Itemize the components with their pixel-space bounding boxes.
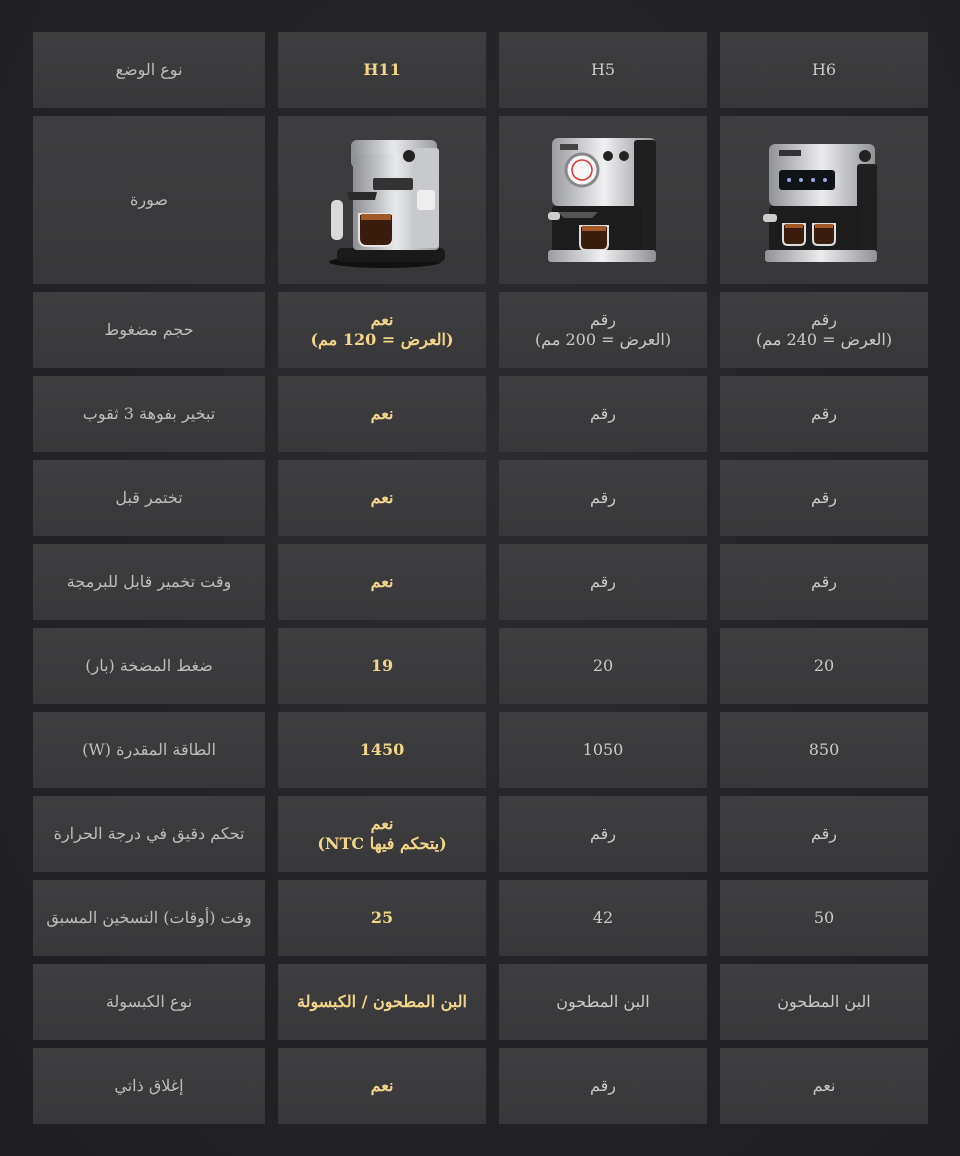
h6-preheat-time: 50: [720, 880, 928, 956]
row-label-auto-shutoff: إغلاق ذاتي: [33, 1048, 265, 1124]
row-label-temp-control: تحكم دقيق في درجة الحرارة: [33, 796, 265, 872]
h6-temp-control: رقم: [720, 796, 928, 872]
h11-compact-width: (العرض = 120 مم): [310, 330, 454, 349]
h5-auto-shutoff: رقم: [499, 1048, 707, 1124]
comparison-table: [33, 32, 928, 1124]
h11-temp-control-value: نعم: [370, 814, 394, 834]
row-label-steam-nozzle: تبخير بفوهة 3 ثقوب: [33, 376, 265, 452]
h5-machine-image: [538, 130, 668, 270]
h5-compact-width: (العرض = 200 مم): [534, 330, 672, 349]
model-h11-header: H11: [278, 32, 486, 108]
h5-image-cell: [499, 116, 707, 284]
h6-compact-width: (العرض = 240 مم): [755, 330, 893, 349]
h6-rated-power: 850: [720, 712, 928, 788]
h6-programmable-brew: رقم: [720, 544, 928, 620]
h6-pre-infusion: رقم: [720, 460, 928, 536]
h6-auto-shutoff: نعم: [720, 1048, 928, 1124]
row-label-rated-power: الطاقة المقدرة (W): [33, 712, 265, 788]
h6-capsule-type: البن المطحون: [720, 964, 928, 1040]
row-label-capsule-type: نوع الكبسولة: [33, 964, 265, 1040]
model-h5-header: H5: [499, 32, 707, 108]
h11-rated-power: 1450: [278, 712, 486, 788]
model-h6-header: H6: [720, 32, 928, 108]
h6-machine-image: [759, 130, 889, 270]
row-label-pre-infusion: تختمر قبل: [33, 460, 265, 536]
row-label-pump-pressure: ضغط المضخة (بار): [33, 628, 265, 704]
h6-compact-value: رقم: [810, 310, 838, 330]
h11-pre-infusion: نعم: [278, 460, 486, 536]
h11-programmable-brew: نعم: [278, 544, 486, 620]
h11-compact-size: [278, 292, 486, 368]
h5-preheat-time: 42: [499, 880, 707, 956]
h6-image-cell: [720, 116, 928, 284]
h11-auto-shutoff: نعم: [278, 1048, 486, 1124]
row-label-programmable-brew: وقت تخمير قابل للبرمجة: [33, 544, 265, 620]
h11-capsule-type: البن المطحون / الكبسولة: [278, 964, 486, 1040]
h11-temp-control-note: (يتحكم فيها NTC): [317, 834, 447, 853]
header-label: نوع الوضع: [33, 32, 265, 108]
h5-rated-power: 1050: [499, 712, 707, 788]
h11-pump-pressure: 19: [278, 628, 486, 704]
h5-compact-size: [499, 292, 707, 368]
h5-capsule-type: البن المطحون: [499, 964, 707, 1040]
h11-compact-value: نعم: [370, 310, 394, 330]
row-label-image: صورة: [33, 116, 265, 284]
h11-temp-control: [278, 796, 486, 872]
h11-machine-image: [317, 130, 447, 270]
h5-programmable-brew: رقم: [499, 544, 707, 620]
h5-steam-nozzle: رقم: [499, 376, 707, 452]
h5-pump-pressure: 20: [499, 628, 707, 704]
h11-preheat-time: 25: [278, 880, 486, 956]
h6-compact-size: [720, 292, 928, 368]
h11-steam-nozzle: نعم: [278, 376, 486, 452]
row-label-compact-size: حجم مضغوط: [33, 292, 265, 368]
h5-temp-control: رقم: [499, 796, 707, 872]
h6-steam-nozzle: رقم: [720, 376, 928, 452]
h11-image-cell: [278, 116, 486, 284]
h5-compact-value: رقم: [589, 310, 617, 330]
row-label-preheat-time: وقت (أوقات) التسخين المسبق: [33, 880, 265, 956]
h6-pump-pressure: 20: [720, 628, 928, 704]
h5-pre-infusion: رقم: [499, 460, 707, 536]
